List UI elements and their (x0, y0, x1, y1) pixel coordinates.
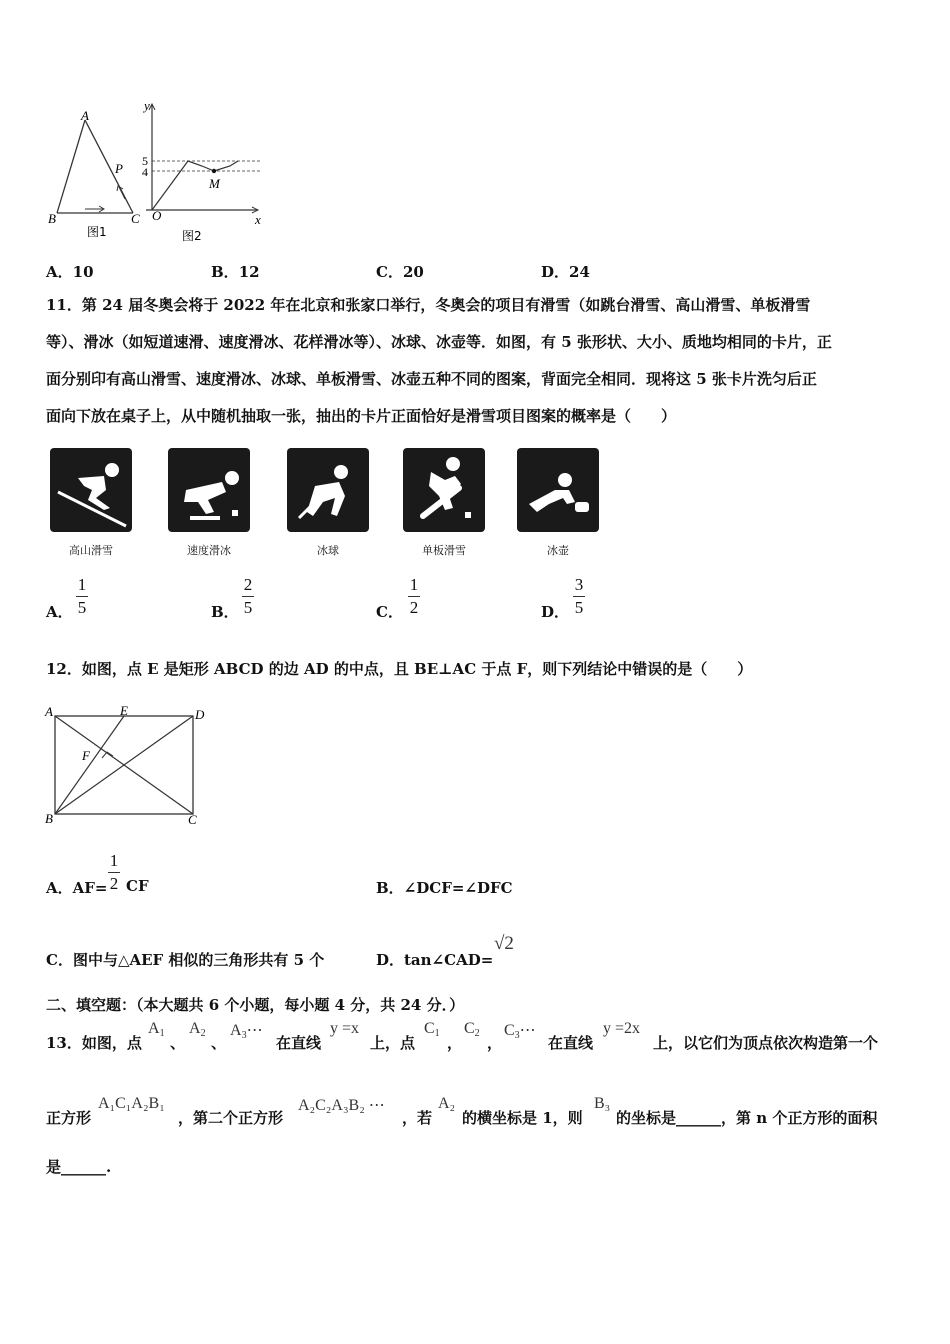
label-f: F (82, 748, 90, 763)
q12-rectangle-figure (40, 700, 215, 830)
label-c: C (131, 211, 140, 226)
q13-text-6: 正方形 (46, 1109, 92, 1127)
q13-text-1: 13．如图，点 (46, 1034, 142, 1052)
q13-c2: $C_2$ (464, 1020, 480, 1039)
card-caption-5: 冰壶 (547, 544, 569, 557)
q12-stem: 12．如图，点 E 是矩形 ABCD 的边 AD 的中点，且 BE⊥AC 于点 F，则下列结论中错误的是（ ） (46, 660, 753, 678)
card-caption-4: 单板滑雪 (422, 544, 466, 557)
q13-text-5: 上，以它们为顶点依次构造第一个 (653, 1034, 879, 1052)
q11-option-b-letter[interactable]: B． (211, 603, 239, 621)
q12-option-a-fraction[interactable]: 1 2 (109, 851, 119, 893)
q11-option-d-letter[interactable]: D． (541, 603, 570, 621)
label-a: A (81, 108, 89, 123)
q11-line-3: 面分别印有高山滑雪、速度滑冰、冰球、单板滑雪、冰壶五种不同的图案，背面完全相同．现将这 5 张卡片洗匀后正 (46, 370, 817, 388)
q13-text-2: 在直线 (276, 1034, 322, 1052)
alpine-skiing-icon (48, 446, 134, 534)
q13-sep-2: 、 (211, 1034, 227, 1052)
card-caption-3: 冰球 (317, 544, 339, 557)
q12-option-a-prefix[interactable]: A．AF= (46, 879, 108, 897)
q13-comma-2: ， (487, 1034, 503, 1052)
q13-text-8: ，若 (402, 1109, 433, 1127)
q10-option-a[interactable]: A．10 (46, 263, 94, 281)
q13-comma-1: ， (447, 1034, 463, 1052)
caption-fig1: 图1 (87, 225, 107, 239)
q13-line-y-eq-x: y =x (330, 1020, 360, 1037)
q13-sep-1: 、 (170, 1034, 186, 1052)
edge-ac (85, 120, 133, 213)
edge-ab (57, 120, 85, 213)
right-angle-mark (102, 752, 113, 758)
q13-text-3: 上，点 (370, 1034, 416, 1052)
q13-line-y-eq-2x: y =2x (603, 1020, 641, 1037)
label-a: A (45, 704, 53, 719)
card-caption-2: 速度滑冰 (187, 544, 231, 557)
q13-square-1: A₁C₁A₂B₁ (98, 1095, 165, 1112)
label-m: M (209, 176, 220, 191)
q13-a1: $A_1$ (148, 1020, 165, 1039)
q11-line-2: 等）、滑冰（如短道速滑、速度滑冰、花样滑冰等）、冰球、冰壶等．如图，有 5 张形状、大小、质地均相同的卡片，正 (46, 333, 832, 351)
q11-line-1: 11．第 24 届冬奥会将于 2022 年在北京和张家口举行，冬奥会的项目有滑雪（如跳台滑雪、高山滑雪、单板滑雪 (46, 296, 811, 314)
section-2-title: 二、填空题：（本大题共 6 个小题，每小题 4 分，共 24 分．） (46, 996, 465, 1014)
q12-option-c[interactable]: C．图中与△AEF 相似的三角形共有 5 个 (46, 951, 325, 969)
curling-icon (515, 446, 601, 534)
q13-a2-point: A₂ (438, 1095, 456, 1112)
segment-be (55, 716, 124, 814)
q11-option-c-letter[interactable]: C． (376, 603, 403, 621)
q13-text-11: 是______. (46, 1158, 112, 1176)
q11-option-a-fraction[interactable]: 1 5 (77, 575, 87, 617)
q13-text-7: ，第二个正方形 (178, 1109, 284, 1127)
q10-option-d[interactable]: D．24 (541, 263, 590, 281)
label-o: O (152, 208, 162, 223)
label-c: C (188, 812, 197, 827)
label-e: E (120, 703, 128, 718)
q13-c3: $C_3\cdots$ (504, 1022, 536, 1041)
q13-b3-point: B₃ (594, 1095, 611, 1112)
caption-fig2: 图2 (182, 229, 202, 243)
point-m (212, 169, 216, 173)
q12-option-d-sqrt[interactable]: √2 (494, 933, 514, 954)
q11-option-a-letter[interactable]: A． (46, 603, 73, 621)
label-p: P (115, 161, 123, 176)
q11-option-d-fraction[interactable]: 3 5 (574, 575, 584, 617)
q12-option-d-prefix[interactable]: D．tan∠CAD= (376, 951, 494, 969)
q12-option-b[interactable]: B．∠DCF=∠DFC (376, 879, 513, 897)
q11-option-b-fraction[interactable]: 2 5 (243, 575, 253, 617)
q13-a3: $A_3\cdots$ (230, 1022, 263, 1041)
snowboard-icon (401, 446, 487, 534)
label-y: y (144, 100, 150, 113)
q12-option-a-suffix[interactable]: CF (126, 877, 149, 895)
q13-square-2: A₂C₂A₃B₂ ⋯ (298, 1097, 385, 1114)
label-d: D (195, 707, 205, 722)
card-caption-1: 高山滑雪 (69, 544, 113, 557)
q13-text-10: 的坐标是______，第 n 个正方形的面积 (616, 1109, 878, 1127)
q10-option-b[interactable]: B．12 (211, 263, 260, 281)
label-b: B (48, 211, 56, 226)
q10-option-c[interactable]: C．20 (376, 263, 424, 281)
q11-option-c-fraction[interactable]: 1 2 (409, 575, 419, 617)
function-graph (152, 161, 238, 210)
q13-c1: $C_1$ (424, 1020, 440, 1039)
q13-text-4: 在直线 (548, 1034, 594, 1052)
label-x: x (255, 212, 261, 227)
q13-a2: $A_2$ (189, 1020, 206, 1039)
q13-text-9: 的横坐标是 1，则 (462, 1109, 583, 1127)
label-5: 5 (142, 154, 148, 168)
label-4: 4 (142, 165, 148, 179)
ice-hockey-icon (285, 446, 371, 534)
q10-figure-2 (138, 100, 268, 245)
label-b: B (45, 811, 53, 826)
q11-line-4: 面向下放在桌子上，从中随机抽取一张，抽出的卡片正面恰好是滑雪项目图案的概率是（ ） (46, 407, 677, 425)
q10-figure-1 (45, 105, 145, 240)
speed-skating-icon (166, 446, 252, 534)
